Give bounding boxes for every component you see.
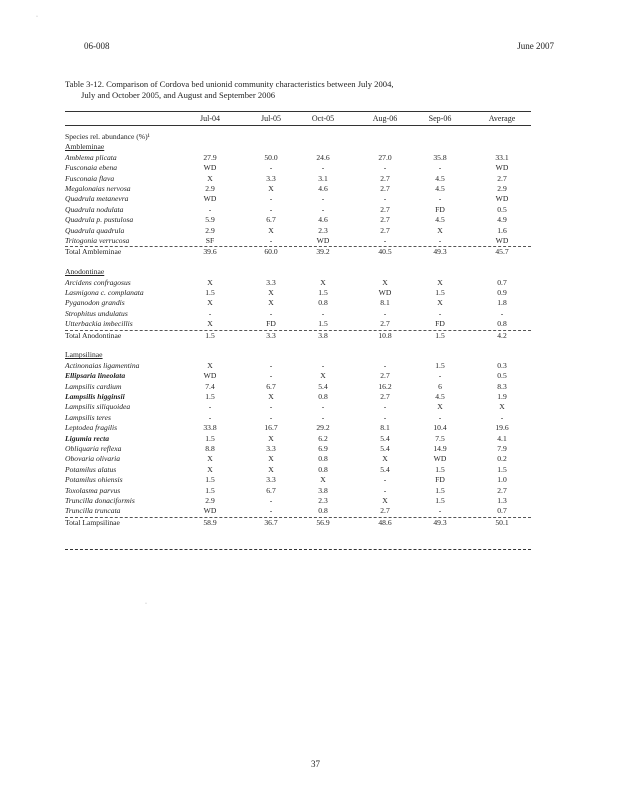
table-cell: 1.8 [497, 298, 507, 308]
column-header: Aug-06 [372, 114, 398, 123]
table-cell: 8.3 [497, 381, 507, 391]
table-cell: - [383, 412, 387, 422]
table-row [65, 506, 531, 516]
table-row [65, 361, 531, 371]
table-cell: 1.6 [497, 225, 507, 235]
table-cell: X [207, 173, 213, 183]
table-cell: 6.7 [266, 215, 276, 225]
table-cell: 2.9 [205, 225, 215, 235]
table-cell: - [321, 204, 325, 214]
table-row [65, 486, 531, 496]
table-cell: WD [203, 194, 217, 204]
table-cell: 16.7 [264, 423, 278, 433]
table-row [65, 194, 531, 204]
row-label: Truncilla donaciformis [65, 496, 135, 505]
table-cell: X [268, 288, 274, 297]
table-cell: 0.3 [497, 360, 507, 370]
table-cell: - [383, 475, 387, 485]
table-bottom-rule [65, 549, 531, 550]
table-cell: WD [495, 236, 509, 245]
table-row [65, 132, 531, 142]
table-cell: - [269, 360, 273, 370]
table-cell: 0.8 [318, 506, 328, 516]
table-cell: - [208, 308, 212, 318]
table-cell: - [321, 412, 325, 422]
table-cell: 2.7 [380, 371, 390, 381]
table-cell: 1.0 [497, 475, 507, 485]
table-row [65, 153, 531, 163]
table-cell: 45.7 [495, 247, 509, 257]
table-cell: 39.6 [203, 247, 217, 257]
scan-speck: · [145, 601, 147, 607]
table-cell: - [269, 163, 273, 173]
table-row [65, 215, 531, 225]
table-cell: 6 [438, 381, 442, 391]
table-cell: 2.7 [380, 173, 390, 183]
column-header: Sep-06 [428, 114, 452, 123]
table-cell: X [437, 277, 443, 287]
table-cell: SF [205, 236, 215, 245]
table-cell: 1.5 [205, 433, 215, 443]
header-doc-id: 06-008 [84, 41, 110, 51]
table-cell: 0.2 [497, 454, 507, 464]
table-row [65, 288, 531, 298]
table-cell: 6.7 [266, 485, 276, 495]
row-label: Quadrula metanevra [65, 194, 129, 204]
table-cell: 4.5 [435, 392, 445, 401]
table-cell: 3.3 [266, 475, 276, 485]
table-cell: 2.7 [380, 319, 390, 329]
row-label: Leptodea fragilis [65, 423, 118, 433]
table-cell: WD [495, 194, 509, 204]
table-cell: 8.1 [380, 423, 390, 433]
row-label: Amblema plicata [65, 152, 117, 162]
table-cell: 7.4 [205, 381, 215, 391]
table-cell: 0.8 [318, 392, 328, 401]
table-row [65, 205, 531, 215]
table-cell: X [268, 464, 274, 474]
table-cell: 27.9 [203, 152, 217, 162]
table-cell: 0.7 [497, 506, 507, 516]
table-cell: FD [266, 319, 276, 329]
table-cell: - [383, 194, 387, 204]
table-cell: X [320, 277, 326, 287]
table-cell: - [438, 163, 442, 173]
table-cell: - [269, 506, 273, 516]
table-row [65, 298, 531, 308]
table-cell: 2.7 [380, 204, 390, 214]
table-cell: - [269, 496, 273, 505]
table-cell: WD [203, 506, 217, 516]
table-cell: 1.5 [435, 464, 445, 474]
table-row [65, 184, 531, 194]
table-cell: - [269, 371, 273, 381]
table-cell: FD [435, 204, 445, 214]
table-cell: - [438, 308, 442, 318]
table-cell: 1.5 [435, 288, 445, 297]
row-label: Pyganodon grandis [65, 298, 125, 308]
column-header: Oct-05 [311, 114, 335, 123]
table-cell: X [268, 184, 274, 193]
page-number: 37 [311, 759, 320, 769]
table-cell: - [383, 360, 387, 370]
table-row [65, 423, 531, 433]
table-cell: WD [203, 371, 217, 381]
table-cell: - [438, 506, 442, 516]
table-row [65, 444, 531, 454]
table-row [65, 402, 531, 412]
table-row [65, 371, 531, 381]
row-label: Megalonaias nervosa [65, 184, 131, 193]
table-cell: 2.3 [318, 496, 328, 505]
row-label: Anodontinae [65, 267, 105, 277]
table-cell: 0.9 [497, 288, 507, 297]
table-cell: - [269, 308, 273, 318]
table-cell: 2.7 [380, 225, 390, 235]
table-cell: X [437, 402, 443, 412]
table-top-rule [65, 111, 531, 112]
table-row [65, 236, 531, 246]
row-label: Actinonaias ligamentina [65, 360, 140, 370]
table-cell: X [207, 319, 213, 329]
table-row [65, 413, 531, 423]
table-cell: 33.1 [495, 152, 509, 162]
table-cell: X [382, 454, 388, 464]
row-label: Quadrula nodulata [65, 204, 124, 214]
table-cell: 7.5 [435, 433, 445, 443]
table-cell: 58.9 [203, 517, 217, 527]
total-row [65, 517, 531, 528]
table-cell: 1.5 [435, 360, 445, 370]
row-label: Lampsilinae [65, 350, 103, 360]
table-cell: WD [316, 236, 330, 245]
table-cell: 0.8 [318, 298, 328, 308]
table-row [65, 392, 531, 402]
table-cell: X [437, 225, 443, 235]
table-cell: - [383, 402, 387, 412]
table-cell: 35.8 [433, 152, 447, 162]
table-cell: 8.1 [380, 298, 390, 308]
table-cell: 56.9 [316, 517, 330, 527]
table-cell: 3.3 [266, 173, 276, 183]
table-cell: 2.3 [318, 225, 328, 235]
table-cell: - [208, 412, 212, 422]
table-cell: - [321, 360, 325, 370]
table-row [65, 226, 531, 236]
table-cell: - [208, 204, 212, 214]
table-cell: - [269, 412, 273, 422]
table-cell: X [268, 225, 274, 235]
table-row [65, 163, 531, 173]
table-cell: WD [495, 163, 509, 173]
row-label: Total Anodontinae [65, 330, 122, 340]
row-label: Fusconaia ebena [65, 163, 118, 173]
header-bottom-rule [65, 125, 531, 126]
caption-line-2: July and October 2005, and August and September 2006 [81, 90, 276, 100]
table-cell: 33.8 [203, 423, 217, 433]
table-cell: X [207, 464, 213, 474]
table-cell: 0.5 [497, 371, 507, 381]
table-cell: X [207, 360, 213, 370]
table-cell: - [269, 402, 273, 412]
table-cell: 6.9 [318, 444, 328, 453]
table-cell: 3.8 [318, 485, 328, 495]
table-cell: 0.8 [318, 454, 328, 464]
table-cell: FD [435, 475, 445, 485]
table-cell: 4.6 [318, 215, 328, 225]
table-cell: X [268, 392, 274, 401]
table-cell: 2.7 [380, 392, 390, 401]
table-cell: 1.5 [205, 392, 215, 401]
table-cell: 2.7 [380, 506, 390, 516]
table-cell: 4.9 [497, 215, 507, 225]
table-cell: 36.7 [264, 517, 278, 527]
table-cell: 1.5 [497, 464, 507, 474]
table-caption [65, 79, 465, 101]
table-cell: 40.5 [378, 247, 392, 257]
row-label: Potamilus alatus [65, 464, 117, 474]
table-cell: 2.7 [380, 184, 390, 193]
table-cell: 1.5 [205, 485, 215, 495]
table-cell: 19.6 [495, 423, 509, 433]
table-cell: X [382, 496, 388, 505]
table-row [65, 465, 531, 475]
column-header: Jul-04 [200, 114, 220, 123]
table-cell: 1.5 [435, 330, 445, 340]
table-cell: - [438, 194, 442, 204]
column-header: Average [488, 114, 516, 123]
table-cell: - [208, 402, 212, 412]
table-cell: 1.5 [205, 330, 215, 340]
table-cell: WD [433, 454, 447, 464]
table-cell: FD [435, 319, 445, 329]
table-cell: - [269, 194, 273, 204]
table-cell: 2.7 [497, 485, 507, 495]
table-cell: 1.5 [318, 288, 328, 297]
table-cell: 5.4 [380, 464, 390, 474]
table-cell: 0.8 [318, 464, 328, 474]
table-cell: - [383, 485, 387, 495]
table-cell: X [207, 298, 213, 308]
table-cell: 4.5 [435, 215, 445, 225]
table-cell: 0.5 [497, 204, 507, 214]
table-cell: WD [378, 288, 392, 297]
row-label: Truncilla truncata [65, 506, 121, 516]
table-row [65, 319, 531, 329]
table-cell: X [320, 371, 326, 381]
table-row [65, 309, 531, 319]
table-cell: - [269, 204, 273, 214]
subfamily-heading [65, 267, 531, 277]
table-cell: 2.7 [497, 173, 507, 183]
table-cell: - [383, 308, 387, 318]
table-cell: - [383, 163, 387, 173]
table-cell: 50.1 [495, 517, 509, 527]
row-label: Obovaria olivaria [65, 454, 121, 464]
table-cell: 5.4 [380, 444, 390, 453]
column-header: Jul-05 [261, 114, 281, 123]
table-row [65, 382, 531, 392]
subfamily-heading [65, 350, 531, 360]
table-cell: X [268, 298, 274, 308]
table-cell: 2.7 [380, 215, 390, 225]
table-cell: 14.9 [433, 444, 447, 453]
table-cell: - [321, 194, 325, 204]
table-row [65, 340, 531, 350]
table-row [65, 475, 531, 485]
table-cell: 6.7 [266, 381, 276, 391]
table-cell: 2.9 [205, 184, 215, 193]
table-cell: 60.0 [264, 247, 278, 257]
table-cell: 1.5 [435, 496, 445, 505]
table-cell: 0.7 [497, 277, 507, 287]
table-cell: 10.4 [433, 423, 447, 433]
row-label: Lasmigona c. complanata [65, 288, 144, 297]
row-label: Quadrula p. pustulosa [65, 215, 134, 225]
table-cell: - [438, 412, 442, 422]
table-cell: - [269, 236, 273, 245]
table-cell: 3.8 [318, 330, 328, 340]
table-cell: X [320, 475, 326, 485]
row-label: Lampsilis siliquoidea [65, 402, 131, 412]
row-label: Quadrula quadrula [65, 225, 125, 235]
table-cell: 29.2 [316, 423, 330, 433]
row-label: Ligumia recta [65, 433, 110, 443]
table-cell: 5.4 [318, 381, 328, 391]
row-label: Tritogonia verrucosa [65, 236, 130, 245]
subfamily-heading [65, 142, 531, 152]
row-label: Lampsilis higginsii [65, 392, 125, 401]
table-cell: 1.9 [497, 392, 507, 401]
table-row [65, 496, 531, 506]
table-cell: 27.0 [378, 152, 392, 162]
row-label: Total Ambleminae [65, 247, 122, 257]
scan-speck: · [36, 14, 38, 20]
table-cell: X [268, 433, 274, 443]
table-row [65, 257, 531, 267]
table-cell: 1.5 [205, 288, 215, 297]
table-cell: 50.0 [264, 152, 278, 162]
row-label: Obliquaria reflexa [65, 444, 122, 453]
table-cell: 24.6 [316, 152, 330, 162]
table-cell: X [268, 454, 274, 464]
table-cell: 39.2 [316, 247, 330, 257]
table-cell: - [321, 308, 325, 318]
table-cell: 48.6 [378, 517, 392, 527]
row-label: Strophitus undulatus [65, 308, 128, 318]
table-cell: - [321, 163, 325, 173]
table-cell: 8.8 [205, 444, 215, 453]
table-cell: 2.9 [205, 496, 215, 505]
table-cell: - [500, 412, 504, 422]
row-label: Toxolasma parvus [65, 485, 121, 495]
row-label: Ambleminae [65, 142, 105, 152]
table-cell: 3.3 [266, 330, 276, 340]
table-cell: 7.9 [497, 444, 507, 453]
table-cell: 1.5 [205, 475, 215, 485]
table-cell: - [383, 236, 387, 245]
table-cell: X [207, 277, 213, 287]
row-label: Utterbackia imbecillis [65, 319, 133, 329]
table-cell: X [437, 298, 443, 308]
table-cell: - [438, 371, 442, 381]
table-cell: 5.4 [380, 433, 390, 443]
row-label: Species rel. abundance (%)¹ [65, 132, 150, 141]
table-row [65, 454, 531, 464]
table-cell: - [321, 402, 325, 412]
table-cell: 3.3 [266, 277, 276, 287]
table-cell: 16.2 [378, 381, 392, 391]
table-cell: 4.5 [435, 173, 445, 183]
table-cell: WD [203, 163, 217, 173]
table-cell: X [207, 454, 213, 464]
table-cell: 1.5 [435, 485, 445, 495]
table-cell: 4.1 [497, 433, 507, 443]
table-cell: 1.5 [318, 319, 328, 329]
caption-line-1: Table 3-12. Comparison of Cordova bed unionid community characteristics between July 2004, [65, 79, 394, 89]
table-row [65, 278, 531, 288]
table-cell: 49.3 [433, 517, 447, 527]
row-label: Fusconaia flava [65, 173, 115, 183]
table-cell: X [382, 277, 388, 287]
table-row [65, 434, 531, 444]
row-label: Potamilus ohiensis [65, 475, 123, 485]
table-cell: 10.8 [378, 330, 392, 340]
row-label: Arcidens confragosus [65, 277, 131, 287]
table-cell: 4.5 [435, 184, 445, 193]
table-cell: 5.9 [205, 215, 215, 225]
row-label: Lampsilis teres [65, 412, 111, 422]
table-cell: 0.8 [497, 319, 507, 329]
row-label: Ellipsaria lineolata [65, 371, 126, 381]
table-cell: 6.2 [318, 433, 328, 443]
row-label: Lampsilis cardium [65, 381, 122, 391]
table-cell: 49.3 [433, 247, 447, 257]
table-row [65, 174, 531, 184]
table-cell: 3.3 [266, 444, 276, 453]
table-cell: 2.9 [497, 184, 507, 193]
table-cell: 1.3 [497, 496, 507, 505]
header-date: June 2007 [517, 41, 554, 51]
table-cell: 3.1 [318, 173, 328, 183]
table-cell: X [499, 402, 505, 412]
row-label: Total Lampsilinae [65, 517, 120, 527]
table-cell: - [500, 308, 504, 318]
table-cell: - [438, 236, 442, 245]
table-cell: 4.6 [318, 184, 328, 193]
table-cell: 4.2 [497, 330, 507, 340]
